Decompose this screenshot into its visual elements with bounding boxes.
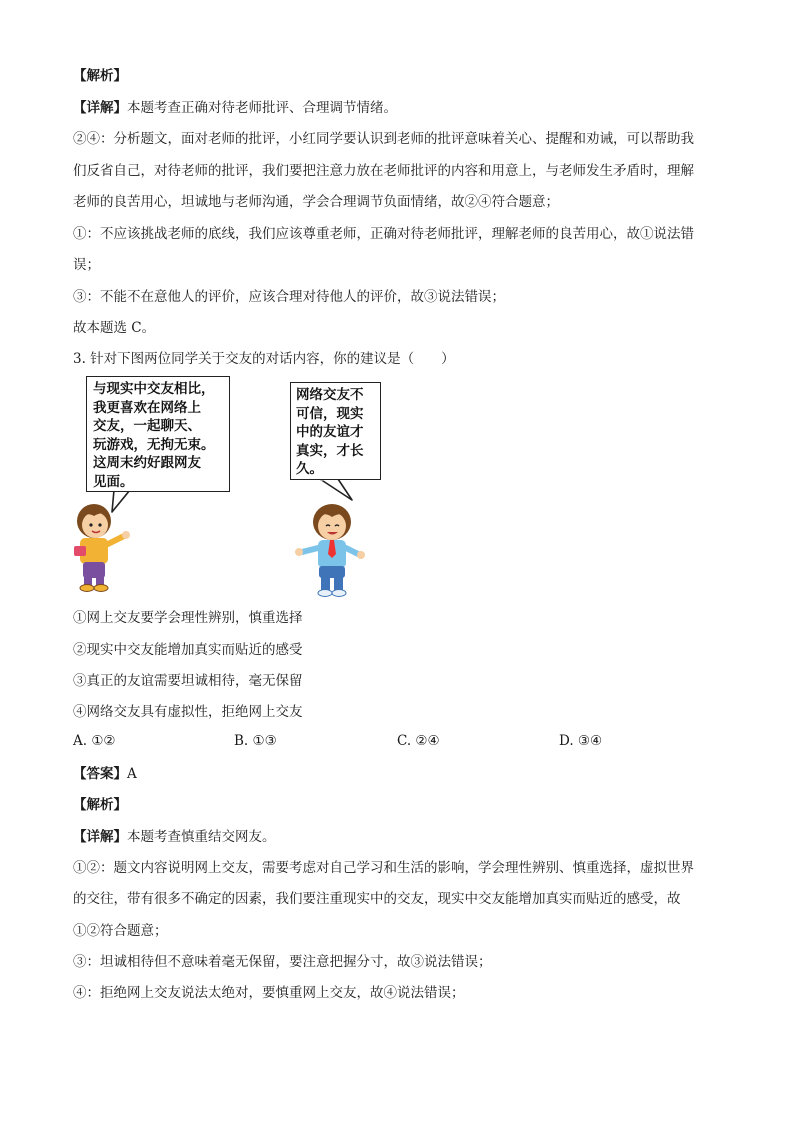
statement-item: ③真正的友谊需要坦诚相待，毫无保留	[73, 673, 303, 689]
answer-options	[73, 733, 733, 751]
paragraph-line: 误；	[73, 257, 100, 273]
question-stem: 3. 针对下图两位同学关于交友的对话内容，你的建议是（ ）	[73, 351, 455, 367]
speech-bubble-left	[86, 376, 230, 492]
detail-text: 本题考查慎重结交网友。	[127, 829, 276, 845]
answer-value: A	[127, 766, 137, 782]
paragraph-line: ②④：分析题文，面对老师的批评，小红同学要认识到老师的批评意味着关心、提醒和劝诫，可以帮助我	[73, 131, 694, 147]
boy-left-illustration	[70, 502, 132, 594]
analysis-label: 【解析】	[73, 68, 127, 84]
bubble-left-text: 与现实中交友相比， 我更喜欢在网络上 交友，一起聊天、 玩游戏，无拘无束。 这周末约好跟网友 见面。	[93, 381, 215, 490]
statement-item: ②现实中交友能增加真实而贴近的感受	[73, 642, 303, 658]
paragraph-line: ①：不应该挑战老师的底线，我们应该尊重老师，正确对待老师批评，理解老师的良苦用心，故①说法错	[73, 226, 694, 242]
option-b[interactable]: B. ①③	[234, 733, 277, 749]
analysis-label: 【解析】	[73, 797, 127, 813]
answer-line	[73, 765, 724, 783]
paragraph-line: ④：拒绝网上交友说法太绝对，要慎重网上交友，故④说法错误；	[73, 985, 465, 1001]
statement-item: ④网络交友具有虚拟性，拒绝网上交友	[73, 704, 303, 720]
paragraph-line: 老师的良苦用心，坦诚地与老师沟通，学会合理调节负面情绪，故②④符合题意；	[73, 194, 559, 210]
bubble-right-text: 网络交友不 可信，现实 中的友谊才 真实，才长 久。	[296, 387, 364, 477]
paragraph-line: ③：坦诚相待但不意味着毫无保留，要注意把握分寸，故③说法错误；	[73, 954, 492, 970]
statement-item: ①网上交友要学会理性辨别，慎重选择	[73, 610, 303, 626]
paragraph-line: ①②：题文内容说明网上交友，需要考虑对自己学习和生活的影响，学会理性辨别、慎重选择，虚拟世界	[73, 860, 694, 876]
detail-line	[73, 99, 724, 117]
detail-text: 本题考查正确对待老师批评、合理调节情绪。	[127, 100, 397, 116]
detail-label: 【详解】	[73, 829, 127, 845]
paragraph-line: 们反省自己，对待老师的批评，我们要把注意力放在老师批评的内容和用意上，与老师发生矛盾时，理解	[73, 163, 694, 179]
detail-label: 【详解】	[73, 100, 127, 116]
option-a[interactable]: A. ①②	[73, 733, 116, 749]
speech-bubble-right	[290, 382, 381, 480]
answer-label: 【答案】	[73, 766, 127, 782]
dialogue-illustration	[62, 372, 382, 604]
paragraph-line: ①②符合题意；	[73, 923, 168, 939]
boy-right-illustration	[294, 502, 366, 600]
detail-line	[73, 828, 724, 846]
option-c[interactable]: C. ②④	[397, 733, 440, 749]
conclusion-line: 故本题选 C。	[73, 320, 156, 336]
paragraph-line: ③：不能不在意他人的评价，应该合理对待他人的评价，故③说法错误；	[73, 289, 505, 305]
option-d[interactable]: D. ③④	[559, 733, 603, 749]
paragraph-line: 的交往，带有很多不确定的因素，我们要注重现实中的交友，现实中交友能增加真实而贴近的感受，故	[73, 891, 681, 907]
